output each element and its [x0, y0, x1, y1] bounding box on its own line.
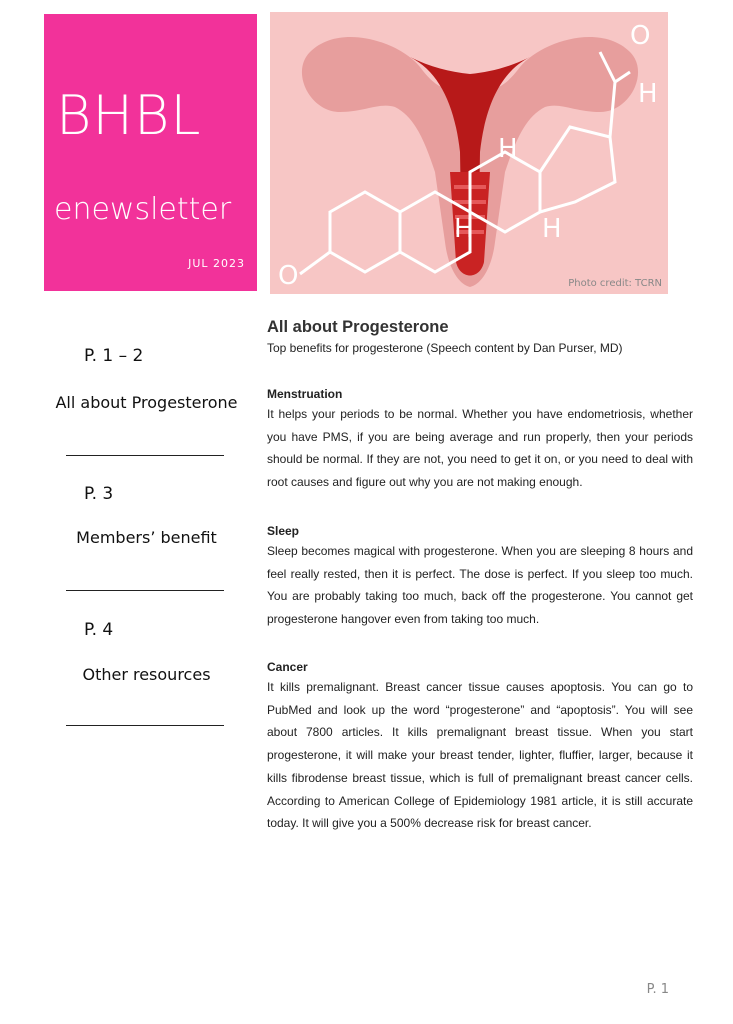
article-intro: Top benefits for progesterone (Speech content by Dan Purser, MD) [267, 341, 623, 355]
section-body: It kills premalignant. Breast cancer tissue causes apoptosis. You can go to PubMed and look up the word “progesterone” and “apoptosis”. You will see about 7800 articles. It kills premalignant breast tissue. When you start progesterone, it will make your breast tender, lighter, fluffier, larger, because it kills fibrodense breast tissue, which is full of premalignant breast cancer cells. According to American College of Epidemiology 1981 article, it is still accurate today. It will give you a 500% decrease risk for breast cancer. [267, 680, 693, 831]
section-body: Sleep becomes magical with progesterone. When you are sleeping 8 hours and feel really rested, then it is perfect. The dose is perfect. If you sleep too much. You are probably taking too much, back off the progesterone. You cannot get progesterone hangover even from taking too much. [267, 544, 693, 627]
section-heading: Sleep [267, 524, 300, 538]
molecule-label-o-top: O [630, 21, 651, 51]
photo-credit: Photo credit: TCRN [568, 278, 662, 289]
toc-title-2: Members’ benefit [76, 528, 217, 547]
toc-divider [66, 725, 224, 726]
toc-page-3: P. 4 [84, 620, 114, 640]
section-sleep [267, 522, 693, 631]
article [267, 316, 693, 831]
toc-divider [66, 455, 224, 456]
molecule-label-h-bottom: H [542, 214, 562, 244]
newsletter-subtitle: enewsletter [54, 192, 232, 227]
progesterone-uterus-illustration [270, 12, 668, 294]
section-heading: Cancer [267, 660, 308, 674]
molecule-label-h-right: H [638, 79, 658, 109]
hero-image [270, 12, 668, 294]
masthead [44, 14, 257, 291]
molecule-label-h-center: H [498, 134, 518, 164]
section-body: It helps your periods to be normal. Whether you have endometriosis, whether you have PMS, if you are being average and run properly, then your periods should be normal. If they are not, you need to get it on, or you need to deal with root causes and figure out why you are not making enough. [267, 407, 693, 490]
toc-page-2: P. 3 [84, 484, 114, 504]
section-cancer [267, 658, 693, 835]
molecule-label-o-left: O [278, 261, 299, 291]
section-menstruation [267, 385, 693, 494]
article-title: All about Progesterone [267, 318, 449, 336]
page-number: P. 1 [646, 982, 669, 997]
section-heading: Menstruation [267, 387, 343, 401]
toc-page-1: P. 1 – 2 [84, 346, 144, 366]
toc-title-1: All about Progesterone [55, 393, 238, 412]
toc-divider [66, 590, 224, 591]
molecule-label-h-lower: H [454, 214, 474, 244]
issue-date: JUL 2023 [188, 257, 245, 270]
toc-title-3: Other resources [82, 665, 211, 684]
brand-title: BHBL [56, 84, 202, 147]
